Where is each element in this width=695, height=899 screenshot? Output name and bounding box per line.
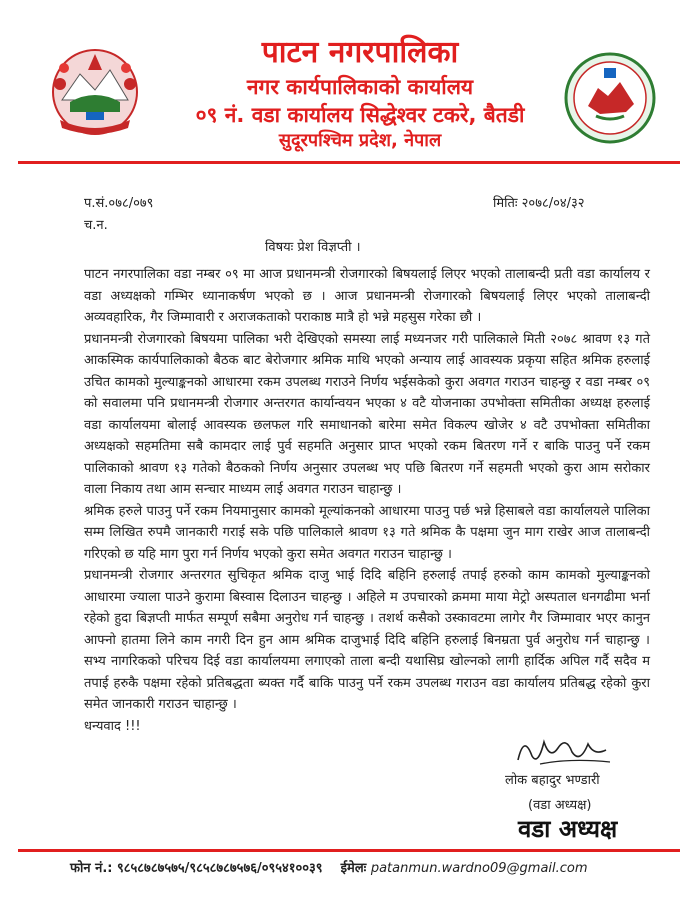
dispatch-number: च.न.: [84, 218, 108, 233]
contact-footer: [70, 858, 588, 876]
reference-number: प.सं.०७८/०७९: [84, 196, 154, 211]
ward-office-name: ०९ नं. वडा कार्यालय सिद्धेश्वर टकरे, बैतडी: [195, 103, 525, 127]
body-paragraph: प्रधानमन्त्री रोजगारको बिषयमा पालिका भरी देखिएको समस्या लाई मध्यनजर गरी पालिकाले मिती २०७८ श्रावण १३ गते आकस्मिक कार्यपालिकाको बैठक बाट बेरोजगार श्रमिक माथि भएको अन्याय लाई आवस्यक प्रकृया सहित श्रमिक हरुलाई उचित कामको मुल्याङ्कनको आधारमा रकम उपलब्ध गराउने निर्णय भईसकेको कुरा अवगत गराउन चाहन्छु र वडा नम्बर ०९ को सवालमा पनि प्रधानमन्त्री रोजगार अन्तरगत कार्यान्वयन भएका ४ वटै योजनाका उपभोक्ता समितीका अध्यक्ष हरुलाई वडा कार्यालयमा बोलाई आवस्यक छलफल गरि समाधानको बारेमा समेत विकल्प खोजेर ४ वटै उपभोक्ता समितीका अध्यक्षको सहमतिमा सबै कामदार लाई पुर्व सहमति अनुसार प्राप्त भएको रकम बितरण गर्ने र बाकि पाउनु पर्ने रकम पालिकाको श्रावण १३ गतेको बैठकको निर्णय अनुसार उपलब्ध भए पछि बितरण गर्ने सहमती भएको कुरा आम सरोकार वाला निकाय तथा आम सन्चार माध्यम लाई अवगत गराउन चाहान्छु ।: [84, 331, 650, 497]
official-stamp: वडा अध्यक्ष: [518, 815, 618, 843]
letter-body: [84, 264, 650, 737]
footer-rule: [18, 849, 680, 852]
body-paragraph: पाटन नगरपालिका वडा नम्बर ०९ मा आज प्रधानमन्त्री रोजगारको बिषयलाई लिएर भएको तालाबन्दी प्रती वडा कार्यालय र वडा अध्यक्षको गम्भिर ध्यानाकर्षण भएको छ । आज प्रधानमन्त्री रोजगारको बिषयलाई लिएर भएको तालाबन्दी अव्यवहारिक, गैर जिम्मावारी र अराजकताको पराकाष्ठ मात्रै हो भन्ने महसुस गरेका छौ ।: [84, 267, 650, 325]
body-paragraph: प्रधानमन्त्री रोजगार अन्तरगत सुचिकृत श्रमिक दाजु भाई दिदि बहिनि हरुलाई तपाई हरुको काम कामको मुल्याङ्कनको आधारमा ज्याला पाउने कुरामा बिस्वास दिलाउन चाहन्छु । अहिले म उपचारको क्रममा माया मेट्रो अस्पताल धनगढीमा भर्ना रहेको हुदा बिज्ञप्ती मार्फत सम्पूर्ण सबैमा अनुरोध गर्न चाहन्छु । तशर्थ कसैको उस्कावटमा लागेर गैर जिम्मावार भएर कानुन आफ्नो हातमा लिने काम नगरी दिन हुन आम श्रमिक दाजुभाई दिदि बहिनि हरुलाई बिनम्रता पुर्व अनुरोध गर्न चाहान्छु । सभ्य नागरिकको परिचय दिई वडा कार्यालयमा लगाएको ताला बन्दी यथासिघ्र खोल्नको लागी हार्दिक अपिल गर्दै सदैव म तपाई हरुकै पक्षमा रहेको प्रतिबद्धता ब्यक्त गर्दै बाकि पाउनु पर्ने रकम उपलब्ध गराउन वडा कार्यालय प्रतिबद्ध रहेको कुरा समेत जानकारी गराउन चाहान्छु ।: [84, 568, 650, 712]
letter-date: मितिः २०७८/०४/३२: [493, 196, 585, 211]
province-name: सुदूरपश्चिम प्रदेश, नेपाल: [278, 130, 442, 151]
handwritten-signature: [510, 730, 620, 770]
office-name: नगर कार्यपालिकाको कार्यालय: [246, 75, 474, 99]
municipality-name: पाटन नगरपालिका: [261, 35, 459, 70]
body-paragraph: श्रमिक हरुले पाउनु पर्ने रकम नियमानुसार कामको मूल्यांकनको आधारमा पाउनु पर्छ भन्ने हिसाबले वडा कार्यालयले पालिका सम्म लिखित रुपमै जानकारी गराई सके पछि पालिकाले श्रावण १३ गते श्रमिक कै पक्षमा जुन माग राखेर आज तालाबन्दी गरिएको छ यहि माग पुरा गर्न निर्णय भएको कुरा समेत अवगत गराउन चाहान्छु ।: [84, 503, 650, 562]
phone-label: फोन नं.:: [70, 861, 113, 876]
email-label: ईमेलः: [340, 861, 367, 876]
phone-value: ९८५८७८७५७५/९८५८७८७५७६/०९५४१००३९: [117, 861, 323, 876]
letter-subject: विषयः प्रेश विज्ञप्ती ।: [265, 240, 361, 255]
closing-line: धन्यवाद !!!: [84, 718, 141, 734]
nepal-emblem-icon: [40, 40, 150, 140]
letterhead: [0, 0, 695, 165]
municipality-logo-icon: [560, 48, 660, 148]
header-rule: [18, 161, 680, 164]
signer-name: लोक बहादुर भण्डारी: [505, 773, 600, 788]
email-value[interactable]: patanmun.wardno09@gmail.com: [370, 861, 588, 876]
signer-title: (वडा अध्यक्ष): [528, 798, 592, 813]
